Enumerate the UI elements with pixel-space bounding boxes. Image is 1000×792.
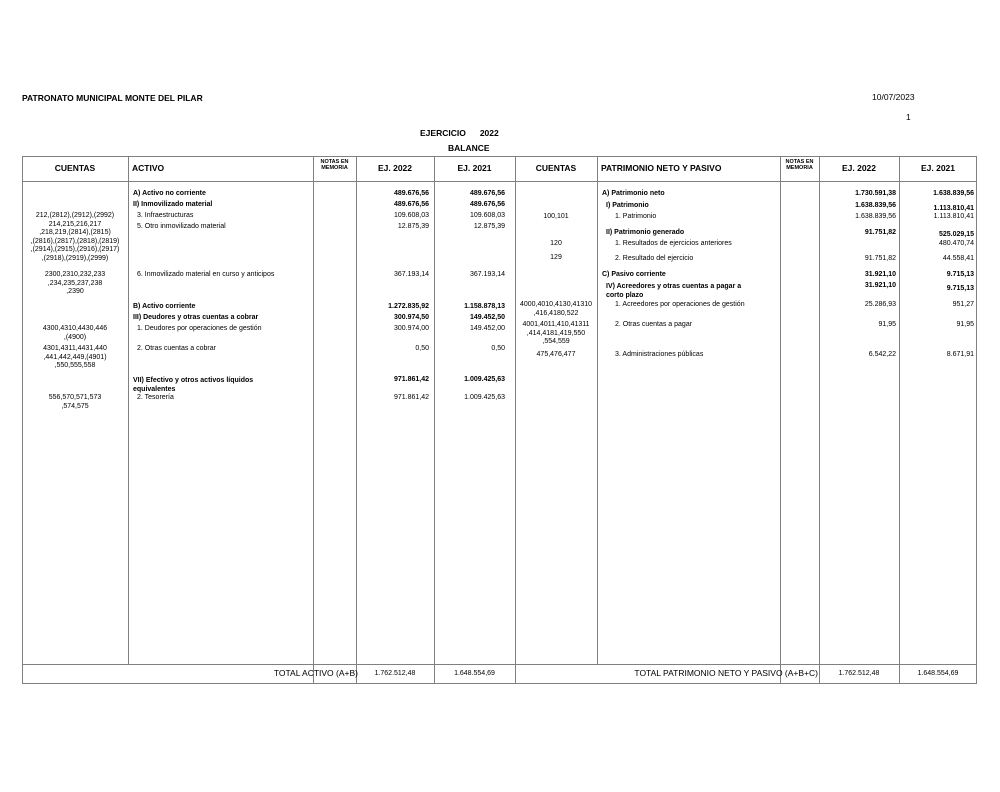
header-ej2022-right: EJ. 2022 bbox=[841, 163, 877, 173]
header-ej2021-left: EJ. 2021 bbox=[457, 163, 492, 173]
value-2021: 44.558,41 bbox=[942, 255, 974, 262]
header-separator bbox=[22, 181, 977, 182]
row-label: II) Patrimonio generado bbox=[606, 229, 685, 236]
col-divider bbox=[313, 156, 314, 684]
row-label: 1. Patrimonio bbox=[615, 213, 657, 220]
total-pasivo-2021: 1.648.554,69 bbox=[917, 670, 959, 677]
row-label: B) Activo corriente bbox=[133, 303, 196, 310]
value-2021: 149.452,50 bbox=[469, 314, 505, 321]
value-2022: 1.730.591,38 bbox=[855, 190, 896, 197]
row-label: VII) Efectivo y otros activos líquidos equivalentes bbox=[133, 377, 254, 394]
col-divider bbox=[128, 156, 129, 664]
value-2022: 489.676,56 bbox=[393, 190, 429, 197]
value-2021: 12.875,39 bbox=[473, 223, 505, 230]
value-2021: 1.009.425,63 bbox=[464, 394, 505, 401]
header-notas-left: NOTAS EN MEMORIA bbox=[320, 159, 349, 172]
row-label: 6. Inmovilizado material en curso y anticipos bbox=[137, 271, 275, 278]
value-2022: 300.974,50 bbox=[393, 314, 429, 321]
value-2021: 525.029,15 bbox=[938, 231, 974, 238]
header-patrimonio: PATRIMONIO NETO Y PASIVO bbox=[601, 163, 722, 173]
col-divider bbox=[356, 156, 357, 684]
value-2021: 8.671,91 bbox=[946, 351, 974, 358]
col-divider bbox=[597, 156, 598, 664]
value-2021: 367.193,14 bbox=[469, 271, 505, 278]
organization-name: PATRONATO MUNICIPAL MONTE DEL PILAR bbox=[22, 93, 203, 103]
account-codes: 2300,2310,232,233 ,234,235,237,238 ,2390 bbox=[44, 271, 106, 296]
value-2022: 1.272.835,92 bbox=[388, 303, 429, 310]
account-codes: 4001,4011,410,41311 ,414,4181,419,550 ,554,559 bbox=[522, 321, 590, 346]
account-codes: 212,(2812),(2912),(2992) 214,215,216,217 ,218,219,(2814),(2815) ,(2816),(2817),(2818),(2819) ,(2914),(2915),(2916),(2917) ,(2918),(2919),(2999) bbox=[30, 212, 120, 262]
account-codes: 120 bbox=[550, 240, 562, 247]
value-2022: 971.861,42 bbox=[393, 376, 429, 383]
value-2021: 9.715,13 bbox=[946, 271, 974, 278]
header-activo: ACTIVO bbox=[132, 163, 165, 173]
value-2021: 1.113.810,41 bbox=[933, 205, 974, 212]
value-2022: 367.193,14 bbox=[393, 271, 429, 278]
report-title: BALANCE bbox=[448, 143, 490, 153]
total-activo-label: TOTAL ACTIVO (A+B) bbox=[273, 668, 358, 678]
value-2021: 1.113.810,41 bbox=[933, 213, 974, 220]
header-notas-right: NOTAS EN MEMORIA bbox=[785, 159, 814, 172]
exercise-year: 2022 bbox=[479, 128, 499, 138]
col-divider bbox=[515, 156, 516, 684]
value-2021: 489.676,56 bbox=[469, 201, 505, 208]
value-2022: 971.861,42 bbox=[393, 394, 429, 401]
page-number: 1 bbox=[906, 112, 911, 122]
account-codes: 4301,4311,4431,440 ,441,442,449,(4901) ,550,555,558 bbox=[43, 345, 107, 370]
value-2022: 91.751,82 bbox=[864, 229, 896, 236]
row-label: 1. Deudores por operaciones de gestión bbox=[137, 325, 262, 332]
total-activo-2022: 1.762.512,48 bbox=[374, 670, 416, 677]
value-2022: 1.638.839,56 bbox=[855, 202, 896, 209]
value-2021: 109.608,03 bbox=[469, 212, 505, 219]
row-label: C) Pasivo corriente bbox=[602, 271, 666, 278]
row-label: 2. Resultado del ejercicio bbox=[615, 255, 694, 262]
header-cuentas-right: CUENTAS bbox=[535, 163, 577, 173]
account-codes: 4000,4010,4130,41310 ,416,4180,522 bbox=[519, 301, 593, 317]
row-label: 1. Resultados de ejercicios anteriores bbox=[615, 240, 732, 247]
value-2022: 12.875,39 bbox=[397, 223, 429, 230]
value-2021: 489.676,56 bbox=[469, 190, 505, 197]
total-pasivo-label: TOTAL PATRIMONIO NETO Y PASIVO (A+B+C) bbox=[634, 668, 818, 678]
value-2022: 31.921,10 bbox=[864, 271, 896, 278]
value-2022: 25.286,93 bbox=[864, 301, 896, 308]
row-label: 3. Infraestructuras bbox=[137, 212, 194, 219]
total-pasivo-2022: 1.762.512,48 bbox=[838, 670, 880, 677]
row-label: 2. Otras cuentas a pagar bbox=[615, 321, 693, 328]
col-divider bbox=[434, 156, 435, 684]
value-2022: 6.542,22 bbox=[868, 351, 896, 358]
row-label: A) Activo no corriente bbox=[133, 190, 206, 197]
value-2022: 489.676,56 bbox=[393, 201, 429, 208]
account-codes: 100,101 bbox=[543, 213, 569, 220]
account-codes: 129 bbox=[550, 254, 562, 261]
row-label: II) Inmovilizado material bbox=[133, 201, 213, 208]
header-ej2021-right: EJ. 2021 bbox=[920, 163, 956, 173]
value-2021: 1.158.878,13 bbox=[464, 303, 505, 310]
value-2021: 149.452,00 bbox=[469, 325, 505, 332]
total-activo-2021: 1.648.554,69 bbox=[454, 670, 495, 677]
row-label: A) Patrimonio neto bbox=[602, 190, 665, 197]
account-codes: 4300,4310,4430,446 ,(4900) bbox=[42, 325, 108, 341]
value-2022: 0,50 bbox=[415, 345, 429, 352]
value-2022: 109.608,03 bbox=[393, 212, 429, 219]
row-label: 1. Acreedores por operaciones de gestión bbox=[615, 301, 745, 308]
row-label: I) Patrimonio bbox=[606, 202, 649, 209]
value-2021: 9.715,13 bbox=[946, 285, 974, 292]
row-label: III) Deudores y otras cuentas a cobrar bbox=[133, 314, 259, 321]
col-divider bbox=[780, 156, 781, 684]
row-label: 5. Otro inmovilizado material bbox=[137, 223, 226, 230]
value-2022: 31.921,10 bbox=[864, 282, 896, 289]
value-2021: 1.009.425,63 bbox=[464, 376, 505, 383]
value-2022: 300.974,00 bbox=[393, 325, 429, 332]
row-label: 3. Administraciones públicas bbox=[615, 351, 704, 358]
exercise-label: EJERCICIO bbox=[420, 128, 466, 138]
value-2022: 91.751,82 bbox=[864, 255, 896, 262]
report-date: 10/07/2023 bbox=[872, 92, 915, 102]
row-label: 2. Otras cuentas a cobrar bbox=[137, 345, 216, 352]
row-label: IV) Acreedores y otras cuentas a pagar a corto plazo bbox=[606, 283, 742, 300]
account-codes: 556,570,571,573 ,574,575 bbox=[48, 394, 102, 410]
value-2021: 480.470,74 bbox=[938, 240, 974, 247]
header-cuentas-left: CUENTAS bbox=[54, 163, 96, 173]
value-2021: 1.638.839,56 bbox=[933, 190, 974, 197]
exercise-heading bbox=[420, 129, 499, 138]
row-label: 2. Tesorería bbox=[137, 394, 174, 401]
account-codes: 475,476,477 bbox=[536, 351, 576, 358]
value-2022: 91,95 bbox=[878, 321, 896, 328]
header-ej2022-left: EJ. 2022 bbox=[377, 163, 413, 173]
value-2021: 91,95 bbox=[956, 321, 974, 328]
value-2022: 1.638.839,56 bbox=[855, 213, 896, 220]
total-separator bbox=[22, 664, 977, 665]
value-2021: 0,50 bbox=[491, 345, 505, 352]
value-2021: 951,27 bbox=[952, 301, 974, 308]
